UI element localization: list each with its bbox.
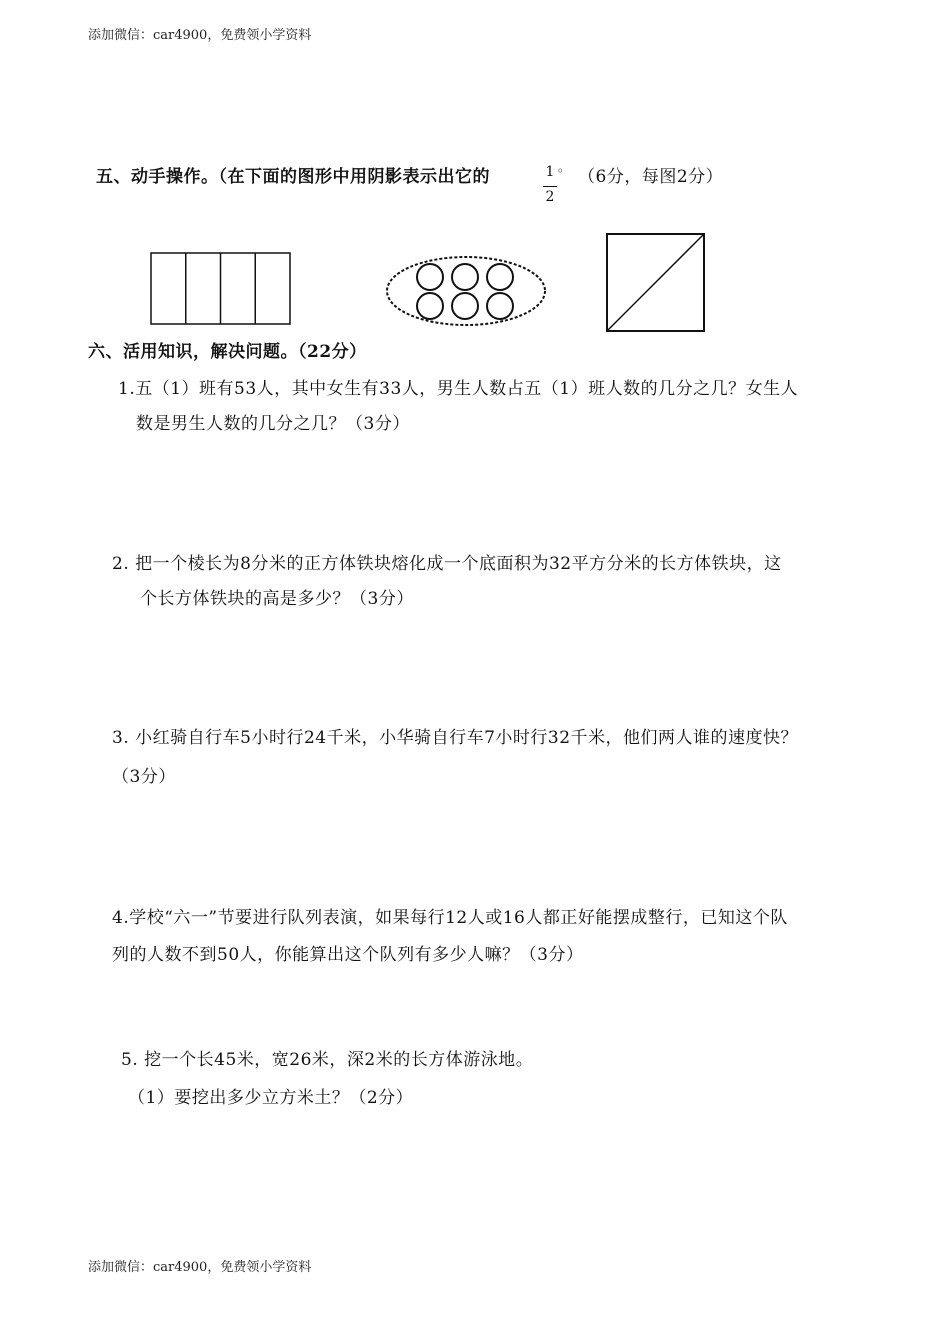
question-5-sub-1: （1）要挖出多少立方米土？（2分） <box>128 1088 414 1108</box>
question-3-line-2: （3分） <box>112 767 176 787</box>
question-2-line-2: 个长方体铁块的高是多少？（3分） <box>140 589 414 609</box>
section-five-title: 五、动手操作。（在下面的图形中用阴影表示出它的 <box>96 167 490 187</box>
question-4-line-1: 4.学校“六一”节要进行队列表演，如果每行12人或16人都正好能摆成整行，已知这个队 <box>112 908 788 928</box>
section-six-title: 六、活用知识，解决问题。（22分） <box>88 342 367 362</box>
question-2-line-1: 2. 把一个棱长为8分米的正方体铁块熔化成一个底面积为32平方分米的长方体铁块，这 <box>112 554 782 574</box>
question-3-line-1: 3. 小红骑自行车5小时行24千米，小华骑自行车7小时行32千米，他们两人谁的速度快？ <box>112 728 799 748</box>
question-1-line-1: 1.五（1）班有53人，其中女生有33人，男生人数占五（1）班人数的几分之几？女生人 <box>118 379 799 399</box>
four-part-rectangle-figure <box>150 252 292 326</box>
page-header: 添加微信：car4900，免费领小学资料 <box>88 28 312 43</box>
fraction-denominator: 2 <box>545 189 555 205</box>
oval-six-circles-figure <box>385 253 549 330</box>
fraction-bar <box>543 186 557 187</box>
fraction-numerator: 1 <box>545 164 555 180</box>
question-5-line-1: 5. 挖一个长45米，宽26米，深2米的长方体游泳地。 <box>121 1050 534 1070</box>
square-diagonal-figure <box>606 233 706 333</box>
page-footer: 添加微信：car4900，免费领小学资料 <box>88 1260 312 1275</box>
question-1-line-2: 数是男生人数的几分之几？（3分） <box>136 414 410 434</box>
section-five-tail-mark: 。 <box>558 160 571 174</box>
section-five-points: （6分，每图2分） <box>578 167 724 187</box>
question-4-line-2: 列的人数不到50人，你能算出这个队列有多少人嘛？（3分） <box>112 945 584 965</box>
